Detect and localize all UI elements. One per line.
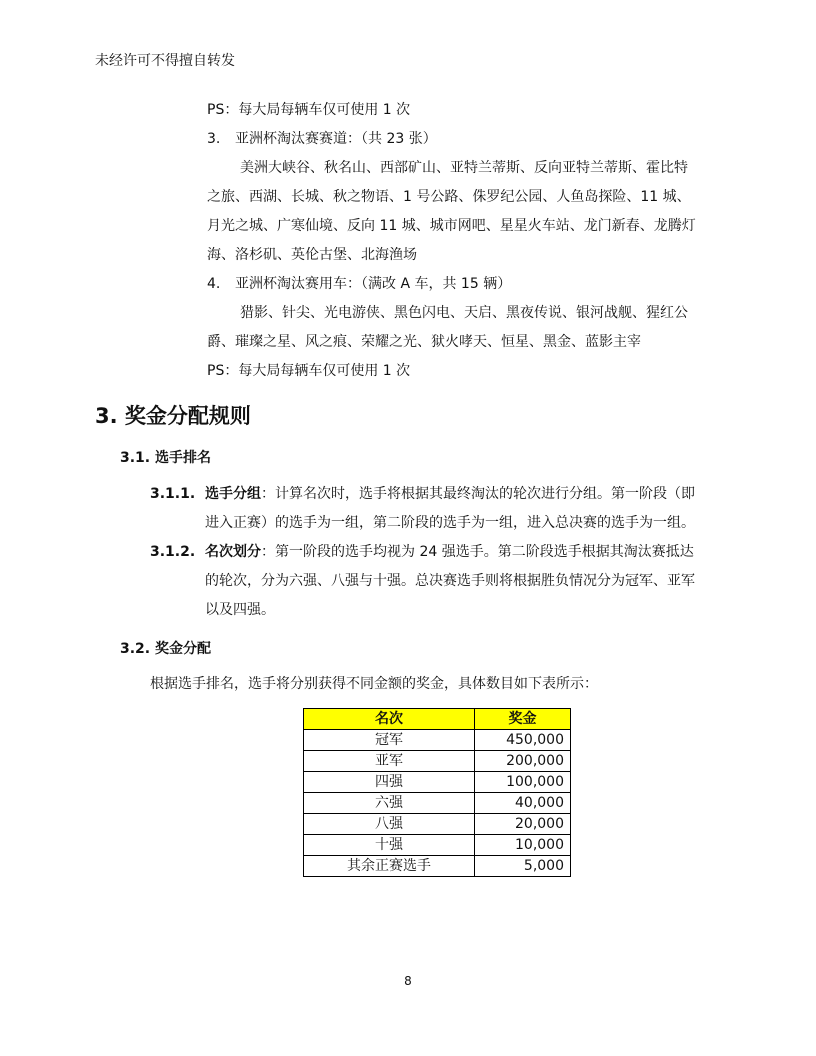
ps-note-2: PS：每大局每辆车仅可使用 1 次 xyxy=(207,363,411,379)
table-header-row xyxy=(304,709,571,730)
table-row xyxy=(304,730,571,751)
prize-cell: 40,000 xyxy=(475,793,571,814)
tracks-line: 之旅、西湖、长城、秋之物语、1 号公路、侏罗纪公园、人鱼岛探险、11 城、 xyxy=(207,189,691,205)
section-3-1-heading: 3.1. 选手排名 xyxy=(120,450,211,466)
prize-cell: 5,000 xyxy=(475,856,571,877)
clause-3-1-1-cont: 进入正赛）的选手为一组，第二阶段的选手为一组，进入总决赛的选手为一组。 xyxy=(205,515,695,531)
clause-3-1-2-cont: 的轮次，分为六强、八强与十强。总决赛选手则将根据胜负情况分为冠军、亚军 xyxy=(205,573,695,589)
table-row xyxy=(304,814,571,835)
prize-table xyxy=(303,708,571,877)
column-header-prize: 奖金 xyxy=(475,709,571,730)
list-item-text: 亚洲杯淘汰赛赛道：（共 23 张） xyxy=(235,131,437,147)
list-item-number: 4. xyxy=(207,276,221,292)
clause-3-1-2 xyxy=(150,542,694,562)
rank-cell: 十强 xyxy=(304,835,475,856)
clause-term: 选手分组 xyxy=(205,486,261,502)
document-header-note: 未经许可不得擅自转发 xyxy=(95,53,235,69)
tracks-line: 月光之城、广寒仙境、反向 11 城、城市网吧、星星火车站、龙门新春、龙腾灯 xyxy=(207,218,696,234)
prize-cell: 10,000 xyxy=(475,835,571,856)
rank-cell: 其余正赛选手 xyxy=(304,856,475,877)
clause-text: ：计算名次时，选手将根据其最终淘汰的轮次进行分组。第一阶段（即 xyxy=(261,486,695,502)
cars-line: 猎影、针尖、光电游侠、黑色闪电、天启、黑夜传说、银河战舰、猩红公 xyxy=(240,305,688,321)
table-row xyxy=(304,856,571,877)
list-item-4 xyxy=(207,274,511,294)
rank-cell: 四强 xyxy=(304,772,475,793)
prize-cell: 20,000 xyxy=(475,814,571,835)
prize-cell: 100,000 xyxy=(475,772,571,793)
rank-cell: 冠军 xyxy=(304,730,475,751)
list-item-text: 亚洲杯淘汰赛用车：（满改 A 车，共 15 辆） xyxy=(235,276,512,292)
prize-cell: 200,000 xyxy=(475,751,571,772)
rank-cell: 六强 xyxy=(304,793,475,814)
clause-term: 名次划分 xyxy=(205,544,261,560)
clause-number: 3.1.2. xyxy=(150,544,196,560)
prize-intro: 根据选手排名，选手将分别获得不同金额的奖金，具体数目如下表所示： xyxy=(150,676,598,692)
table-row xyxy=(304,751,571,772)
page-number: 8 xyxy=(404,974,412,988)
ps-note-1: PS：每大局每辆车仅可使用 1 次 xyxy=(207,102,411,118)
list-item-number: 3. xyxy=(207,131,221,147)
section-3-2-heading: 3.2. 奖金分配 xyxy=(120,641,211,657)
clause-text: ：第一阶段的选手均视为 24 强选手。第二阶段选手根据其淘汰赛抵达 xyxy=(261,544,694,560)
column-header-rank: 名次 xyxy=(304,709,475,730)
tracks-line: 海、洛杉矶、英伦古堡、北海渔场 xyxy=(207,247,417,263)
cars-line: 爵、璀璨之星、风之痕、荣耀之光、狱火哮天、恒星、黑金、蓝影主宰 xyxy=(207,334,641,350)
rank-cell: 八强 xyxy=(304,814,475,835)
clause-3-1-2-cont: 以及四强。 xyxy=(205,602,275,618)
tracks-line: 美洲大峡谷、秋名山、西部矿山、亚特兰蒂斯、反向亚特兰蒂斯、霍比特 xyxy=(240,160,688,176)
table-row xyxy=(304,772,571,793)
clause-3-1-1 xyxy=(150,484,695,504)
rank-cell: 亚军 xyxy=(304,751,475,772)
clause-number: 3.1.1. xyxy=(150,486,196,502)
table-row xyxy=(304,835,571,856)
list-item-3 xyxy=(207,129,437,149)
prize-cell: 450,000 xyxy=(475,730,571,751)
section-3-heading: 3. 奖金分配规则 xyxy=(95,404,251,428)
table-row xyxy=(304,793,571,814)
